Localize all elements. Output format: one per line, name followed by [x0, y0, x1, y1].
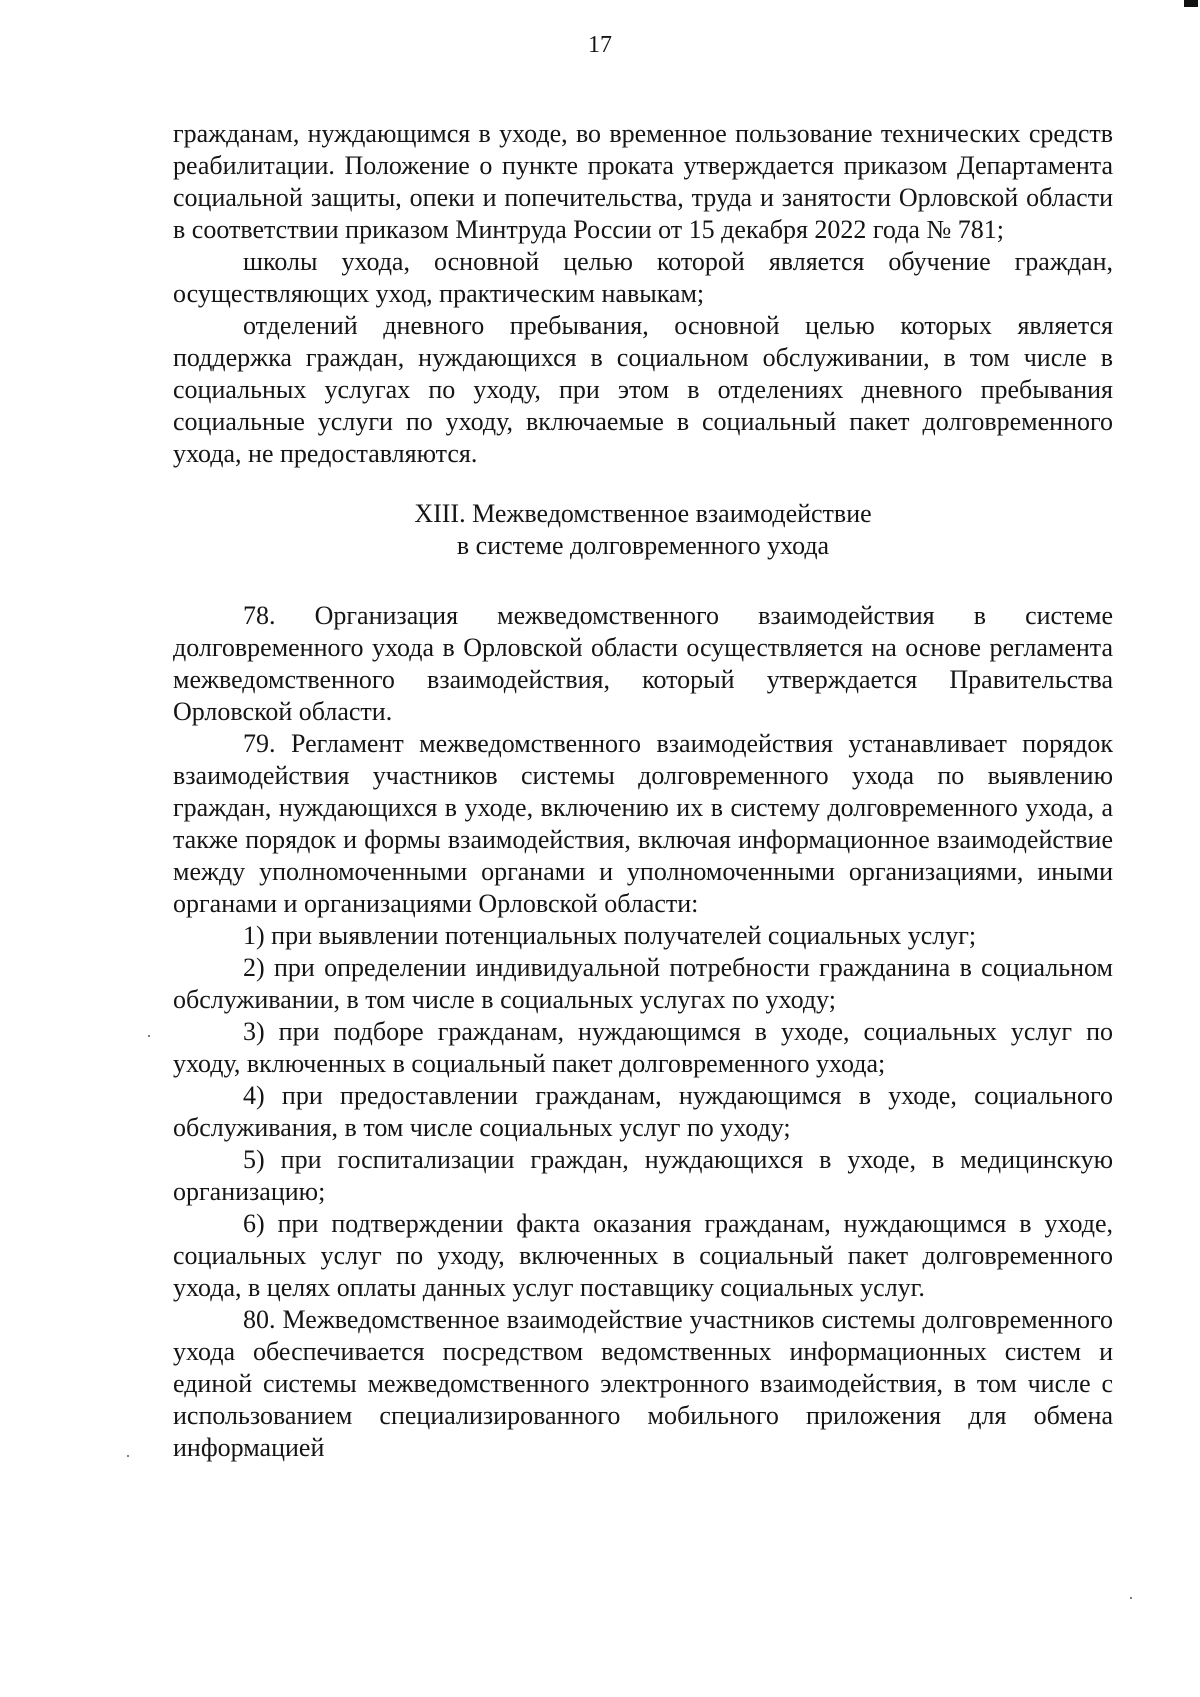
- list-item-3: 3) при подборе гражданам, нуждающимся в уходе, социальных услуг по уходу, включенных в социальный пакет долговременного ухода;: [173, 1017, 1113, 1078]
- scan-corner-mark: [1184, 0, 1198, 7]
- page-number: 17: [588, 32, 612, 58]
- paragraph-78: 78. Организация межведомственного взаимодействия в системе долговременного ухода в Орловской области осуществляется на основе регламента межведомственного взаимодействия, который утверждается Правительства Орловской области.: [173, 601, 1113, 726]
- paragraph: школы ухода, основной целью которой является обучение граждан, осуществляющих уход, практическим навыкам;: [173, 247, 1113, 308]
- list-item-1: 1) при выявлении потенциальных получателей социальных услуг;: [243, 921, 977, 950]
- list-item-4: 4) при предоставлении гражданам, нуждающимся в уходе, социального обслуживания, в том числе социальных услуг по уходу;: [173, 1081, 1113, 1142]
- list-item-6: 6) при подтверждении факта оказания гражданам, нуждающимся в уходе, социальных услуг по уходу, включенных в социальный пакет долговременного ухода, в целях оплаты данных услуг поставщику социальных услуг.: [173, 1209, 1113, 1302]
- paragraph-80: 80. Межведомственное взаимодействие участников системы долговременного ухода обеспечивается посредством ведомственных информационных систем и единой системы межведомственного электронного взаимодействия, в том числе с использованием специализированного мобильного приложения для обмена информацией: [173, 1305, 1113, 1462]
- section-heading-line: XIII. Межведомственное взаимодействие: [414, 499, 872, 528]
- scan-speck: [127, 1455, 129, 1457]
- paragraph: гражданам, нуждающимся в уходе, во временное пользование технических средств реабилитации. Положение о пункте проката утверждается приказом Департамента социальной защиты, опеки и попечительства, труда и занятости Орловской области в соответствии приказом Минтруда России от 15 декабря 2022 года № 781;: [173, 119, 1113, 244]
- list-item-5: 5) при госпитализации граждан, нуждающихся в уходе, в медицинскую организацию;: [173, 1145, 1113, 1206]
- scan-speck: [148, 1035, 150, 1037]
- section-heading-line: в системе долговременного ухода: [456, 531, 830, 560]
- section-heading: [173, 498, 1113, 562]
- scan-speck: [1130, 1597, 1132, 1599]
- paragraph: отделений дневного пребывания, основной целью которых является поддержка граждан, нуждающихся в социальном обслуживании, в том числе в социальных услугах по уходу, при этом в отделениях дневного пребывания социальные услуги по уходу, включаемые в социальный пакет долговременного ухода, не предоставляются.: [173, 311, 1113, 468]
- list-item-2: 2) при определении индивидуальной потребности гражданина в социальном обслуживании, в том числе в социальных услугах по уходу;: [173, 953, 1113, 1014]
- paragraph-79: 79. Регламент межведомственного взаимодействия устанавливает порядок взаимодействия участников системы долговременного ухода по выявлению граждан, нуждающихся в уходе, включению их в систему долговременного ухода, а также порядок и формы взаимодействия, включая информационное взаимодействие между уполномоченными органами и уполномоченными организациями, иными органами и организациями Орловской области:: [173, 729, 1113, 918]
- document-body: [173, 118, 1113, 1464]
